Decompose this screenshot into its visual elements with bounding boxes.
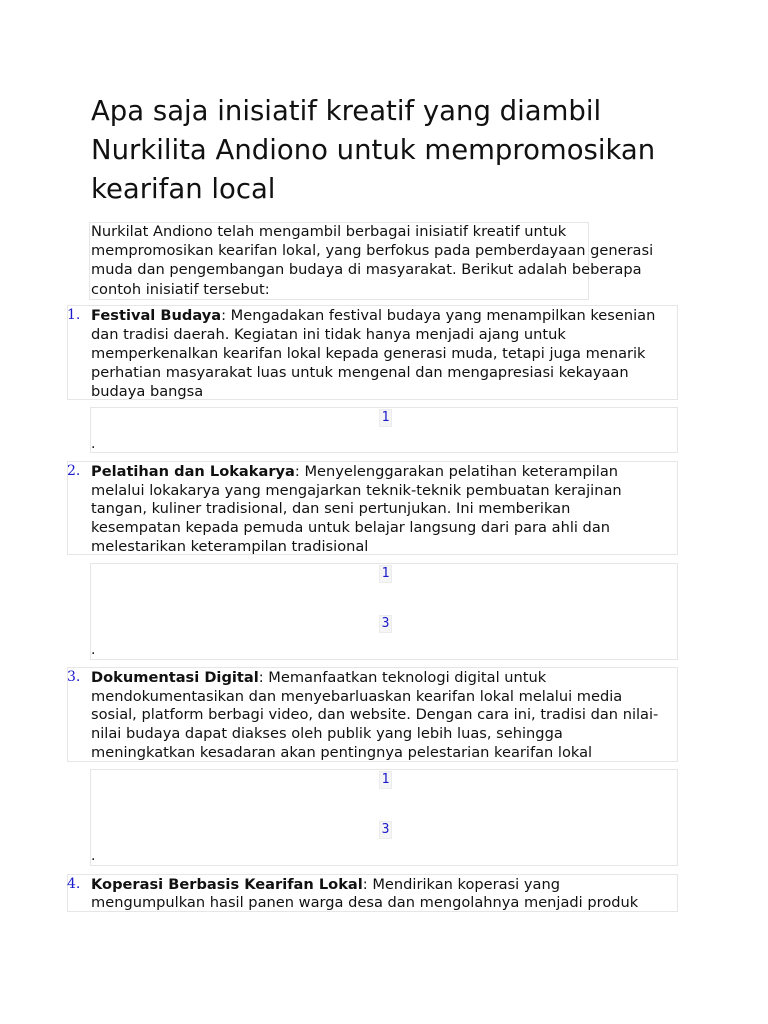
item-text-line: perhatian masyarakat luas untuk mengenal dan mengapresiasi kekayaan bbox=[91, 364, 629, 381]
item-text-line: melestarikan keterampilan tradisional bbox=[91, 538, 369, 555]
item-text: : Menyelenggarakan pelatihan keterampilan bbox=[294, 463, 619, 480]
list-item-first-line bbox=[91, 875, 560, 894]
citation-link[interactable]: 3 bbox=[379, 821, 392, 839]
item-text: : Mengadakan festival budaya yang menampilkan kesenian bbox=[221, 307, 656, 324]
page-title bbox=[91, 92, 711, 209]
item-text-line: tangan, kuliner tradisional, dan seni pertunjukan. Ini memberikan bbox=[91, 500, 571, 517]
item-text-line: nilai budaya dapat diakses oleh publik yang lebih luas, sehingga bbox=[91, 725, 563, 742]
trailing-period: . bbox=[91, 642, 96, 658]
item-text-line: budaya bangsa bbox=[91, 383, 204, 400]
list-item-first-line bbox=[91, 462, 618, 481]
item-text-line: mengumpulkan hasil panen warga desa dan mengolahnya menjadi produk bbox=[91, 894, 639, 911]
item-text-line: melalui lokakarya yang mengajarkan teknik-teknik pembuatan kerajinan bbox=[91, 482, 622, 499]
list-item-first-line bbox=[91, 668, 546, 687]
item-text-line: kesempatan kepada pemuda untuk belajar langsung dari para ahli dan bbox=[91, 519, 611, 536]
list-item-number: 1. bbox=[67, 307, 81, 323]
title-line: kearifan local bbox=[91, 173, 276, 205]
citation-link[interactable]: 1 bbox=[379, 409, 392, 427]
intro-line: contoh inisiatif tersebut: bbox=[91, 281, 270, 298]
citation-link[interactable]: 1 bbox=[379, 771, 392, 789]
item-text-line: sosial, platform berbagi video, dan website. Dengan cara ini, tradisi dan nilai- bbox=[91, 706, 659, 723]
citation-link[interactable]: 1 bbox=[379, 565, 392, 583]
title-line: Apa saja inisiatif kreatif yang diambil bbox=[91, 95, 602, 127]
list-item-number: 2. bbox=[67, 463, 81, 479]
item-text-line: dan tradisi daerah. Kegiatan ini tidak hanya menjadi ajang untuk bbox=[91, 326, 566, 343]
item-heading: Pelatihan dan Lokakarya bbox=[91, 463, 295, 480]
item-heading: Koperasi Berbasis Kearifan Lokal bbox=[91, 876, 363, 893]
list-item-number: 4. bbox=[67, 876, 81, 892]
item-heading: Festival Budaya bbox=[91, 307, 222, 324]
item-text: : Mendirikan koperasi yang bbox=[362, 876, 560, 893]
intro-line: mempromosikan kearifan lokal, yang berfokus pada pemberdayaan generasi bbox=[91, 242, 654, 259]
intro-line: muda dan pengembangan budaya di masyarakat. Berikut adalah beberapa bbox=[91, 261, 642, 278]
title-line: Nurkilita Andiono untuk mempromosikan bbox=[91, 134, 656, 166]
item-heading: Dokumentasi Digital bbox=[91, 669, 259, 686]
item-text: : Memanfaatkan teknologi digital untuk bbox=[258, 669, 547, 686]
intro-line: Nurkilat Andiono telah mengambil berbagai inisiatif kreatif untuk bbox=[91, 223, 567, 240]
list-item-first-line bbox=[91, 306, 655, 325]
item-text-line: mendokumentasikan dan menyebarluaskan kearifan lokal melalui media bbox=[91, 688, 623, 705]
item-text-line: memperkenalkan kearifan lokal kepada generasi muda, tetapi juga menarik bbox=[91, 345, 646, 362]
item-text-line: meningkatkan kesadaran akan pentingnya pelestarian kearifan lokal bbox=[91, 744, 593, 761]
trailing-period: . bbox=[91, 436, 96, 452]
citation-link[interactable]: 3 bbox=[379, 615, 392, 633]
list-item-number: 3. bbox=[67, 669, 81, 685]
trailing-period: . bbox=[91, 848, 96, 864]
